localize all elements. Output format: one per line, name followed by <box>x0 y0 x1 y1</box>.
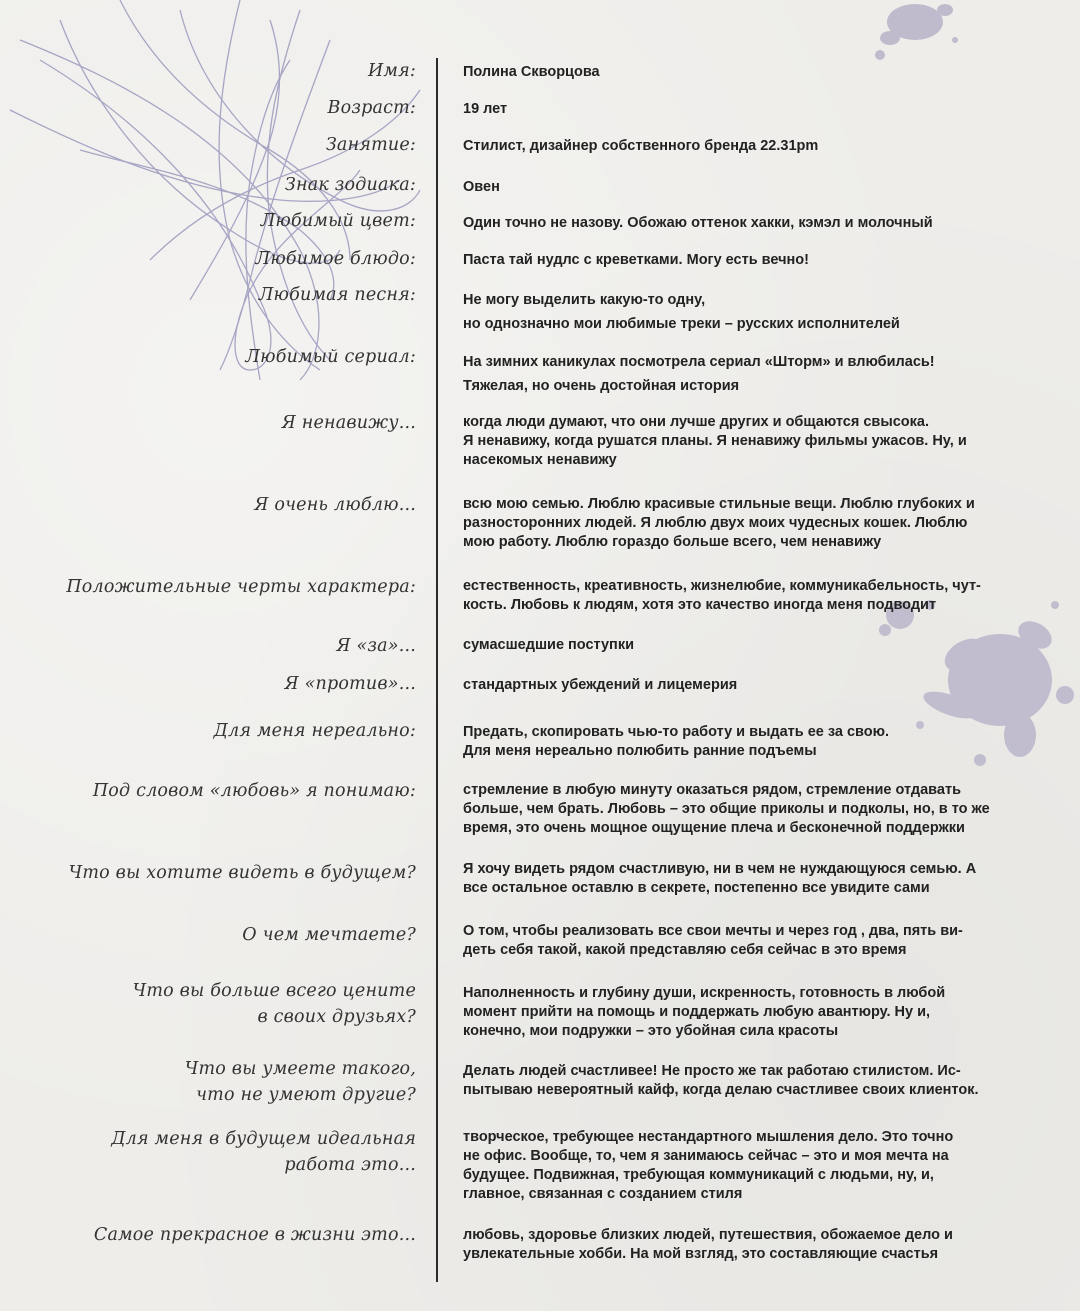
field-label: Любимый сериал: <box>245 347 416 367</box>
field-value: На зимних каникулах посмотрела сериал «Шторм» и влюбилась! Тяжелая, но очень достойная история <box>463 354 935 394</box>
field-label: Знак зодиака: <box>284 175 416 195</box>
field-label: Что вы хотите видеть в будущем? <box>68 863 416 883</box>
column-divider <box>436 58 438 1282</box>
field-value: Один точно не назову. Обожаю оттенок хакки, кэмэл и молочный <box>463 215 933 231</box>
field-value: когда люди думают, что они лучше других и общаются свысока. Я ненавижу, когда рушатся планы. Я ненавижу фильмы ужасов. Ну, и насекомых ненавижу <box>463 414 967 468</box>
field-label: Самое прекрасное в жизни это... <box>93 1225 416 1245</box>
field-value: Паста тай нудлс с креветками. Могу есть вечно! <box>463 252 809 268</box>
ink-blot-top <box>860 0 970 70</box>
field-value: стремление в любую минуту оказаться рядом, стремление отдавать больше, чем брать. Любовь – это общие приколы и подколы, но, в то же время, это очень мощное ощущение плеча и бесконечной поддержки <box>463 782 990 836</box>
field-value: Наполненность и глубину души, искренность, готовность в любой момент прийти на помощь и поддержать любую авантюру. Ну и, конечно, мои подружки – это убойная сила красоты <box>463 985 946 1039</box>
field-label: Любимая песня: <box>258 285 416 305</box>
field-label: Любимое блюдо: <box>255 249 416 269</box>
field-label: Имя: <box>367 61 416 81</box>
field-value: Овен <box>463 179 500 195</box>
field-value: О том, чтобы реализовать все свои мечты и через год , два, пять ви- деть себя такой, какой представляю себя сейчас в это время <box>463 923 963 958</box>
field-label: Любимый цвет: <box>260 211 416 231</box>
field-label: Для меня нереально: <box>213 721 416 741</box>
field-label: Что вы умеете такого, что не умеют другие? <box>184 1059 416 1105</box>
field-value: Стилист, дизайнер собственного бренда 22.31pm <box>463 138 819 154</box>
field-value: стандартных убеждений и лицемерия <box>463 677 738 693</box>
field-value: Делать людей счастливее! Не просто же так работаю стилистом. Ис- пытываю невероятный кайф, когда делаю счастливее своих клиенток. <box>463 1063 979 1098</box>
field-value: творческое, требующее нестандартного мышления дело. Это точно не офис. Вообще, то, чем я занимаюсь сейчас – это и моя мечта на будущее. Подвижная, требующая коммуникаций с людьми, ну, и, главное, связанная с созданием стиля <box>463 1129 954 1202</box>
field-label: Я очень люблю... <box>254 495 416 515</box>
field-label: Возраст: <box>327 98 416 118</box>
field-value: сумасшедшие поступки <box>463 637 634 653</box>
field-label: Я ненавижу... <box>281 413 416 433</box>
field-value: любовь, здоровье близких людей, путешествия, обожаемое дело и увлекательные хобби. На мой взгляд, это составляющие счастья <box>463 1227 953 1262</box>
field-value: 19 лет <box>463 101 508 117</box>
field-value: естественность, креативность, жизнелюбие, коммуникабельность, чут- кость. Любовь к людям, хотя это качество иногда меня подводит <box>463 578 981 613</box>
field-value: всю мою семью. Люблю красивые стильные вещи. Люблю глубоких и разносторонних людей. Я люблю двух моих чудесных кошек. Люблю мою работу. Люблю гораздо больше всего, чем ненавижу <box>463 496 975 550</box>
field-label: Под словом «любовь» я понимаю: <box>92 781 416 801</box>
field-label: Что вы больше всего цените в своих друзьях? <box>132 981 416 1027</box>
field-value: Не могу выделить какую-то одну, но однозначно мои любимые треки – русских исполнителей <box>463 292 900 332</box>
field-value: Полина Скворцова <box>463 64 600 80</box>
field-label: О чем мечтаете? <box>242 925 416 945</box>
field-value: Предать, скопировать чью-то работу и выдать ее за свою. Для меня нереально полюбить ранние подъемы <box>463 724 890 759</box>
field-value: Я хочу видеть рядом счастливую, ни в чем не нуждающуюся семью. А все остальное оставлю в секрете, постепенно все увидите сами <box>463 861 977 896</box>
field-label: Я «за»... <box>336 636 416 656</box>
field-label: Занятие: <box>325 135 416 155</box>
field-label: Положительные черты характера: <box>66 577 416 597</box>
field-label: Я «против»... <box>284 674 416 694</box>
field-label: Для меня в будущем идеальная работа это... <box>111 1129 416 1175</box>
